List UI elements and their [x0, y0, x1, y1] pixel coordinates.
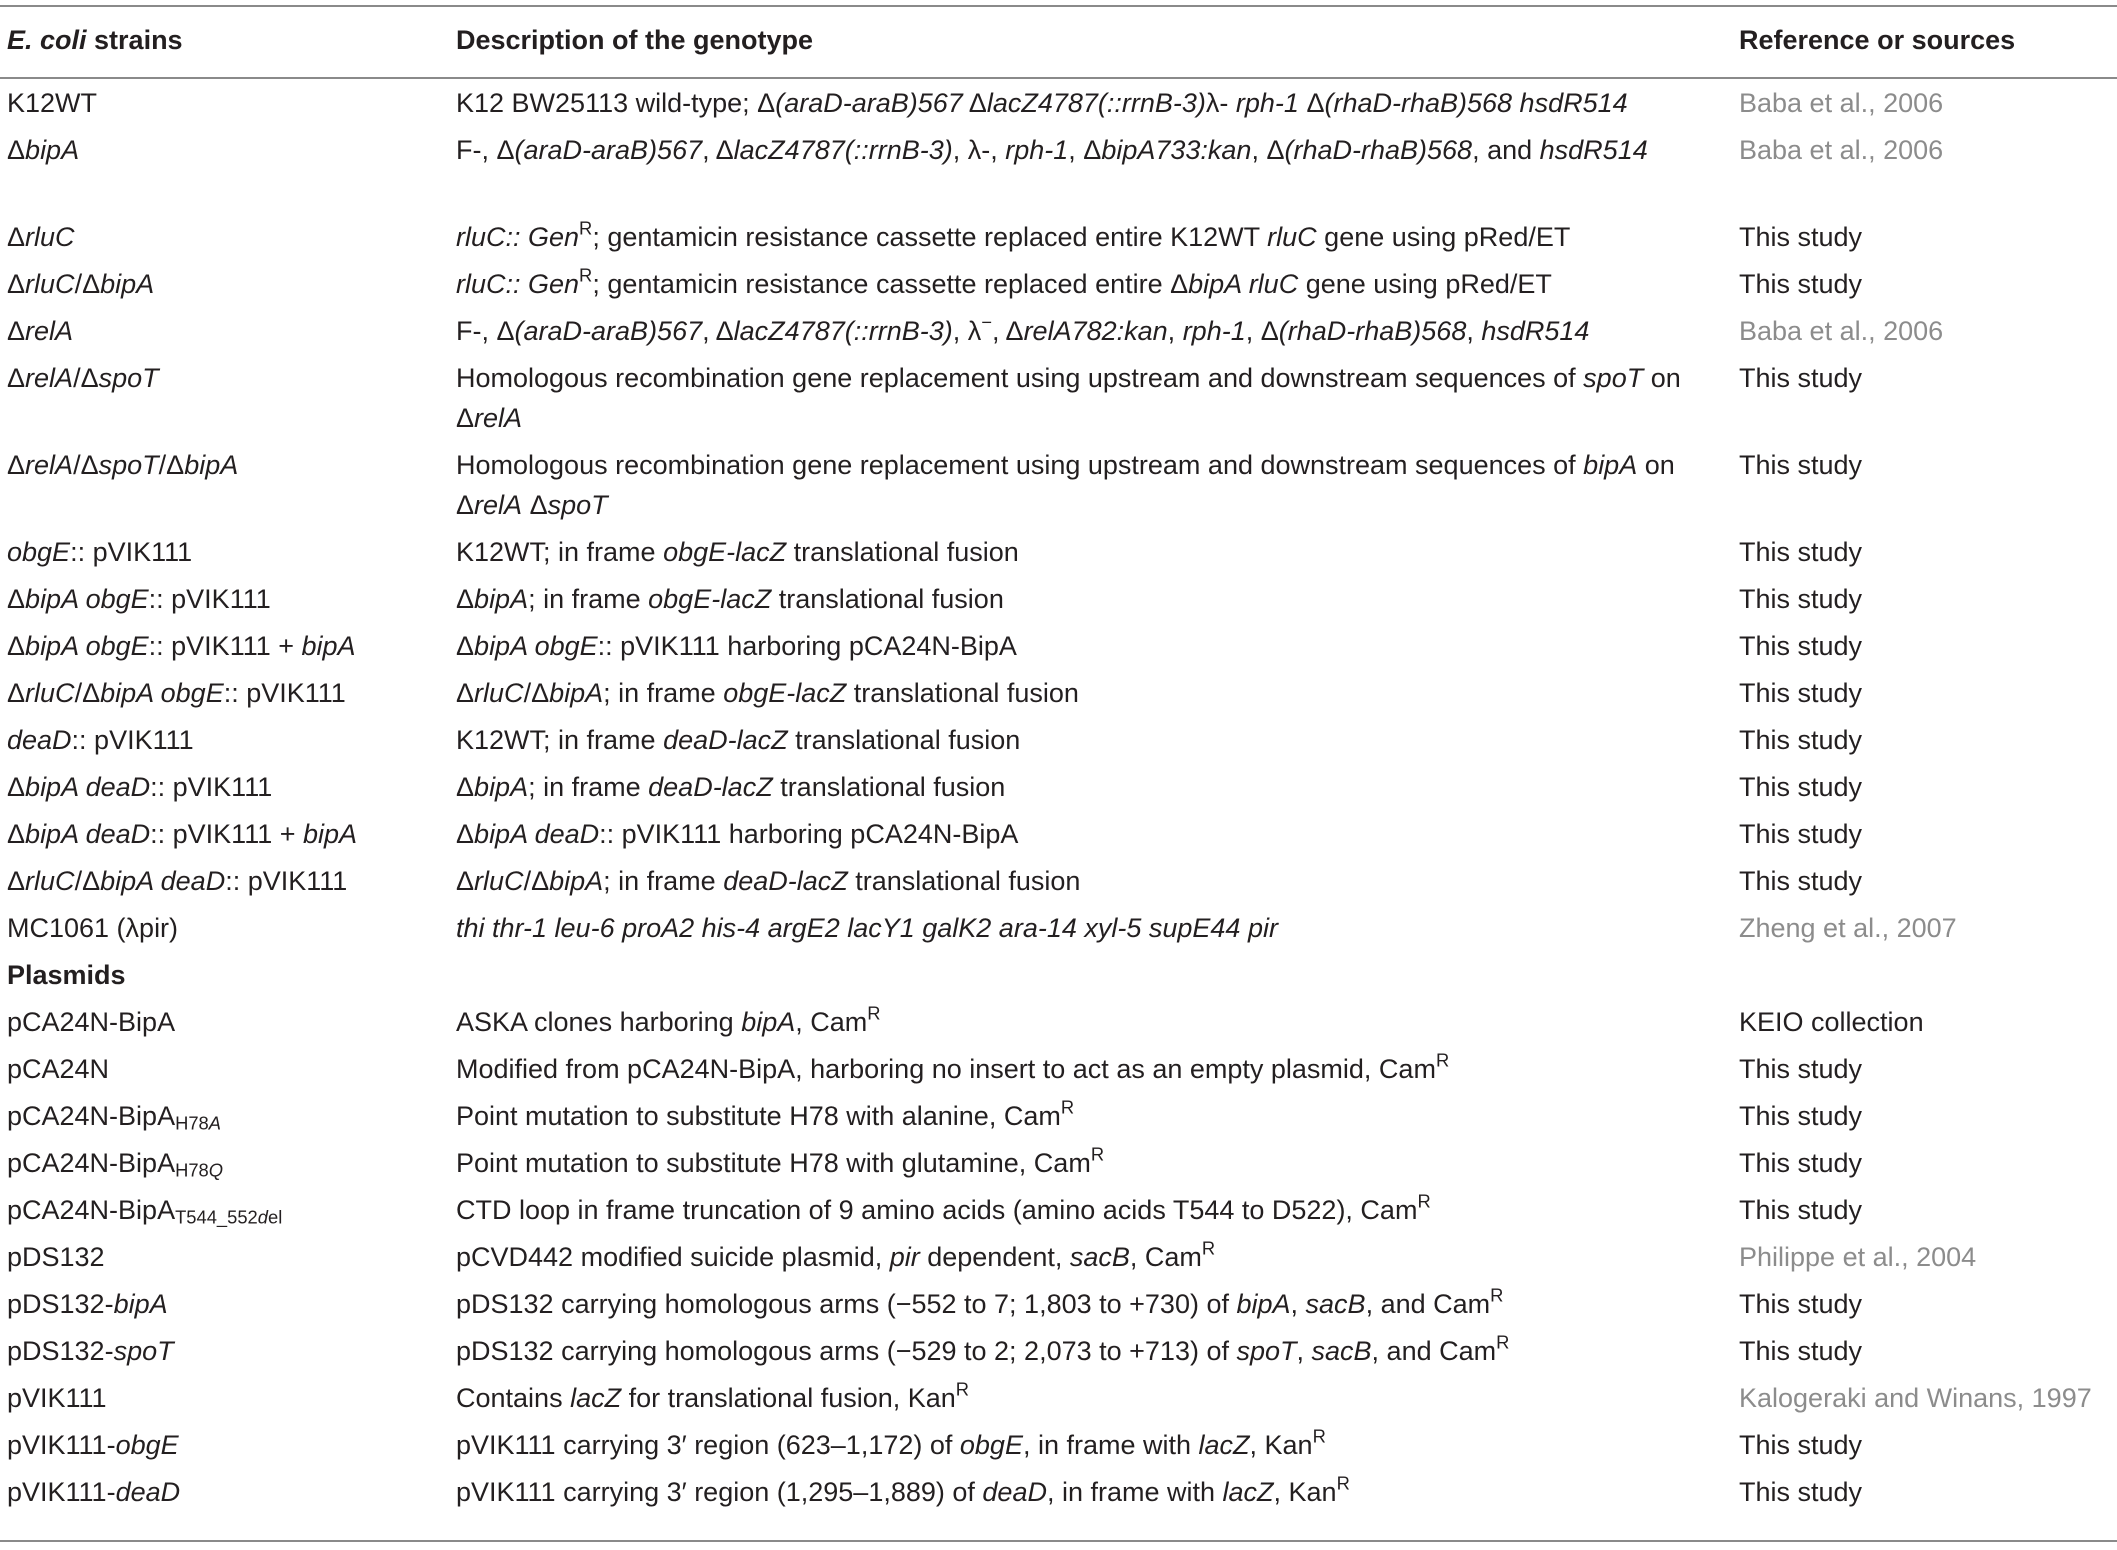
strain-name: pCA24N	[7, 1054, 110, 1084]
table-row	[0, 1284, 2117, 1331]
genotype-description: K12WT; in frame obgE-lacZ translational fusion	[456, 537, 1019, 567]
genotype-description: ΔbipA deaD:: pVIK111 harboring pCA24N-BipA	[456, 819, 1019, 849]
table-top-rule	[0, 5, 2117, 7]
strain-name: ΔbipA	[7, 135, 80, 165]
strain-name: pVIK111-obgE	[7, 1430, 179, 1460]
table-row	[0, 767, 2117, 814]
strain-name: ΔrluC/ΔbipA	[7, 269, 155, 299]
reference: This study	[1739, 678, 1863, 708]
genotype-description: rluC:: Gen$^R$; gentamicin resistance cassette replaced entire ΔbipA rluC gene using pRed/ET	[456, 264, 1552, 299]
table-row	[0, 626, 2117, 673]
genotype-description: F-, Δ(araD-araB)567, ΔlacZ4787(::rrnB-3), λ-, rph-1, ΔbipA733:kan, Δ(rhaD-rhaB)568, and hsdR514	[456, 135, 1648, 165]
genotype-description: Point mutation to substitute H78 with alanine, Cam$^R$	[456, 1096, 1075, 1131]
genotype-description: ΔrluC/ΔbipA; in frame obgE-lacZ translational fusion	[456, 678, 1079, 708]
table-row	[0, 1378, 2117, 1425]
strain-name: ΔrelA/ΔspoT/ΔbipA	[7, 450, 239, 480]
reference: This study	[1739, 725, 1863, 755]
reference: This study	[1739, 269, 1863, 299]
table-row	[0, 673, 2117, 720]
strain-name: ΔrluC/ΔbipA obgE:: pVIK111	[7, 678, 346, 708]
header-reference: Reference or sources	[1739, 25, 2016, 55]
reference: This study	[1739, 631, 1863, 661]
reference: KEIO collection	[1739, 1007, 1924, 1037]
genotype-description: rluC:: Gen$^R$; gentamicin resistance cassette replaced entire K12WT rluC gene using pRed/ET	[456, 217, 1571, 252]
table-row	[0, 1237, 2117, 1284]
strain-name: ΔrelA	[7, 316, 74, 346]
plasmids-heading: Plasmids	[7, 960, 126, 990]
table-header-row	[0, 20, 2117, 77]
strain-name: ΔrluC	[7, 222, 75, 252]
genotype-description: ΔbipA; in frame deaD-lacZ translational fusion	[456, 772, 1006, 802]
genotype-description: thi thr-1 leu-6 proA2 his-4 argE2 lacY1 galK2 ara-14 xyl-5 supE44 pir	[456, 913, 1278, 943]
genotype-description: ΔrluC/ΔbipA; in frame deaD-lacZ translational fusion	[456, 866, 1081, 896]
table-row	[0, 358, 2117, 445]
genotype-description: Point mutation to substitute H78 with glutamine, Cam$^R$	[456, 1143, 1105, 1178]
reference: This study	[1739, 866, 1863, 896]
strain-name: pCA24N-BipA	[7, 1007, 176, 1037]
table-row	[0, 1049, 2117, 1096]
strain-name: ΔbipA deaD:: pVIK111 + bipA	[7, 819, 358, 849]
genotype-description: Contains lacZ for translational fusion, Kan$^R$	[456, 1378, 970, 1413]
table-row	[0, 908, 2117, 955]
strain-name: K12WT	[7, 88, 98, 118]
table-row	[0, 130, 2117, 217]
genotype-description: Modified from pCA24N-BipA, harboring no insert to act as an empty plasmid, Cam$^R$	[456, 1049, 1450, 1084]
table-row	[0, 311, 2117, 358]
strain-name: pCA24N-BipA$_{T544\_552del}$	[7, 1195, 283, 1228]
table-bottom-rule	[0, 1540, 2117, 1542]
table-row	[0, 1425, 2117, 1472]
genotype-description: Homologous recombination gene replacement using upstream and downstream sequences of spoT on ΔrelA	[456, 363, 1681, 433]
table-row	[0, 264, 2117, 311]
strain-name: ΔrelA/ΔspoT	[7, 363, 159, 393]
strain-name: ΔbipA obgE:: pVIK111 + bipA	[7, 631, 356, 661]
strain-name: deaD:: pVIK111	[7, 725, 194, 755]
reference: This study	[1739, 363, 1863, 393]
genotype-description: F-, Δ(araD-araB)567, ΔlacZ4787(::rrnB-3), λ−, ΔrelA782:kan, rph-1, Δ(rhaD-rhaB)568, hsdR514	[456, 311, 1590, 346]
genotype-description: ΔbipA obgE:: pVIK111 harboring pCA24N-BipA	[456, 631, 1017, 661]
table-row	[0, 445, 2117, 532]
strain-name: pVIK111-deaD	[7, 1477, 181, 1507]
reference: Baba et al., 2006	[1739, 88, 1944, 118]
genotype-description: ASKA clones harboring bipA, Cam$^R$	[456, 1002, 881, 1037]
reference: Baba et al., 2006	[1739, 316, 1944, 346]
table-row	[0, 1002, 2117, 1049]
reference: This study	[1739, 772, 1863, 802]
table-row	[0, 1331, 2117, 1378]
table-row	[0, 814, 2117, 861]
strain-name: ΔrluC/ΔbipA deaD:: pVIK111	[7, 866, 348, 896]
reference: This study	[1739, 1477, 1863, 1507]
reference: This study	[1739, 222, 1863, 252]
header-genotype: Description of the genotype	[456, 25, 814, 55]
reference: Zheng et al., 2007	[1739, 913, 1957, 943]
genotype-description: Homologous recombination gene replacement using upstream and downstream sequences of bipA on ΔrelA ΔspoT	[456, 450, 1675, 520]
reference: This study	[1739, 450, 1863, 480]
reference: This study	[1739, 1054, 1863, 1084]
genotype-description: ΔbipA; in frame obgE-lacZ translational fusion	[456, 584, 1004, 614]
table-row	[0, 1472, 2117, 1519]
reference: Philippe et al., 2004	[1739, 1242, 1977, 1272]
reference: This study	[1739, 1289, 1863, 1319]
strain-name: pVIK111	[7, 1383, 107, 1413]
table-row	[0, 1190, 2117, 1237]
strain-name: obgE:: pVIK111	[7, 537, 193, 567]
reference: This study	[1739, 1336, 1863, 1366]
table-row	[0, 83, 2117, 130]
genotype-description: pDS132 carrying homologous arms (−552 to 7; 1,803 to +730) of bipA, sacB, and Cam$^R$	[456, 1284, 1504, 1319]
header-strains: E. coli strains	[7, 25, 183, 55]
table-row	[0, 1143, 2117, 1190]
table-row	[0, 720, 2117, 767]
reference: This study	[1739, 1430, 1863, 1460]
reference: This study	[1739, 1148, 1863, 1178]
strain-name: pCA24N-BipA$_{H78A}$	[7, 1101, 222, 1134]
table-row	[0, 532, 2117, 579]
table-row	[0, 217, 2117, 264]
strain-name: pDS132-spoT	[7, 1336, 174, 1366]
reference: This study	[1739, 819, 1863, 849]
strain-name: pCA24N-BipA$_{H78Q}$	[7, 1148, 224, 1181]
genotype-description: pVIK111 carrying 3′ region (1,295–1,889) of deaD, in frame with lacZ, Kan$^R$	[456, 1472, 1350, 1507]
genotype-description: CTD loop in frame truncation of 9 amino acids (amino acids T544 to D522), Cam$^R$	[456, 1190, 1431, 1225]
genotype-description: pVIK111 carrying 3′ region (623–1,172) of obgE, in frame with lacZ, Kan$^R$	[456, 1425, 1326, 1460]
reference: Baba et al., 2006	[1739, 135, 1944, 165]
reference: This study	[1739, 584, 1863, 614]
reference: This study	[1739, 1101, 1863, 1131]
reference: Kalogeraki and Winans, 1997	[1739, 1383, 2092, 1413]
genotype-description: pCVD442 modified suicide plasmid, pir dependent, sacB, Cam$^R$	[456, 1237, 1216, 1272]
genotype-description: K12 BW25113 wild-type; Δ(araD-araB)567 ΔlacZ4787(::rrnB-3)λ- rph-1 Δ(rhaD-rhaB)568 hsdR514	[456, 88, 1628, 118]
strain-name: pDS132-bipA	[7, 1289, 168, 1319]
reference: This study	[1739, 537, 1863, 567]
table-row	[0, 579, 2117, 626]
strain-name: ΔbipA deaD:: pVIK111	[7, 772, 273, 802]
reference: This study	[1739, 1195, 1863, 1225]
table-row	[0, 1096, 2117, 1143]
strain-name: pDS132	[7, 1242, 105, 1272]
plasmids-section-row	[0, 955, 2117, 1002]
strain-name: MC1061 (λpir)	[7, 913, 179, 943]
strain-name: ΔbipA obgE:: pVIK111	[7, 584, 271, 614]
genotype-description: pDS132 carrying homologous arms (−529 to 2; 2,073 to +713) of spoT, sacB, and Cam$^R$	[456, 1331, 1510, 1366]
table-header-rule	[0, 77, 2117, 79]
table-row	[0, 861, 2117, 908]
genotype-description: K12WT; in frame deaD-lacZ translational fusion	[456, 725, 1021, 755]
